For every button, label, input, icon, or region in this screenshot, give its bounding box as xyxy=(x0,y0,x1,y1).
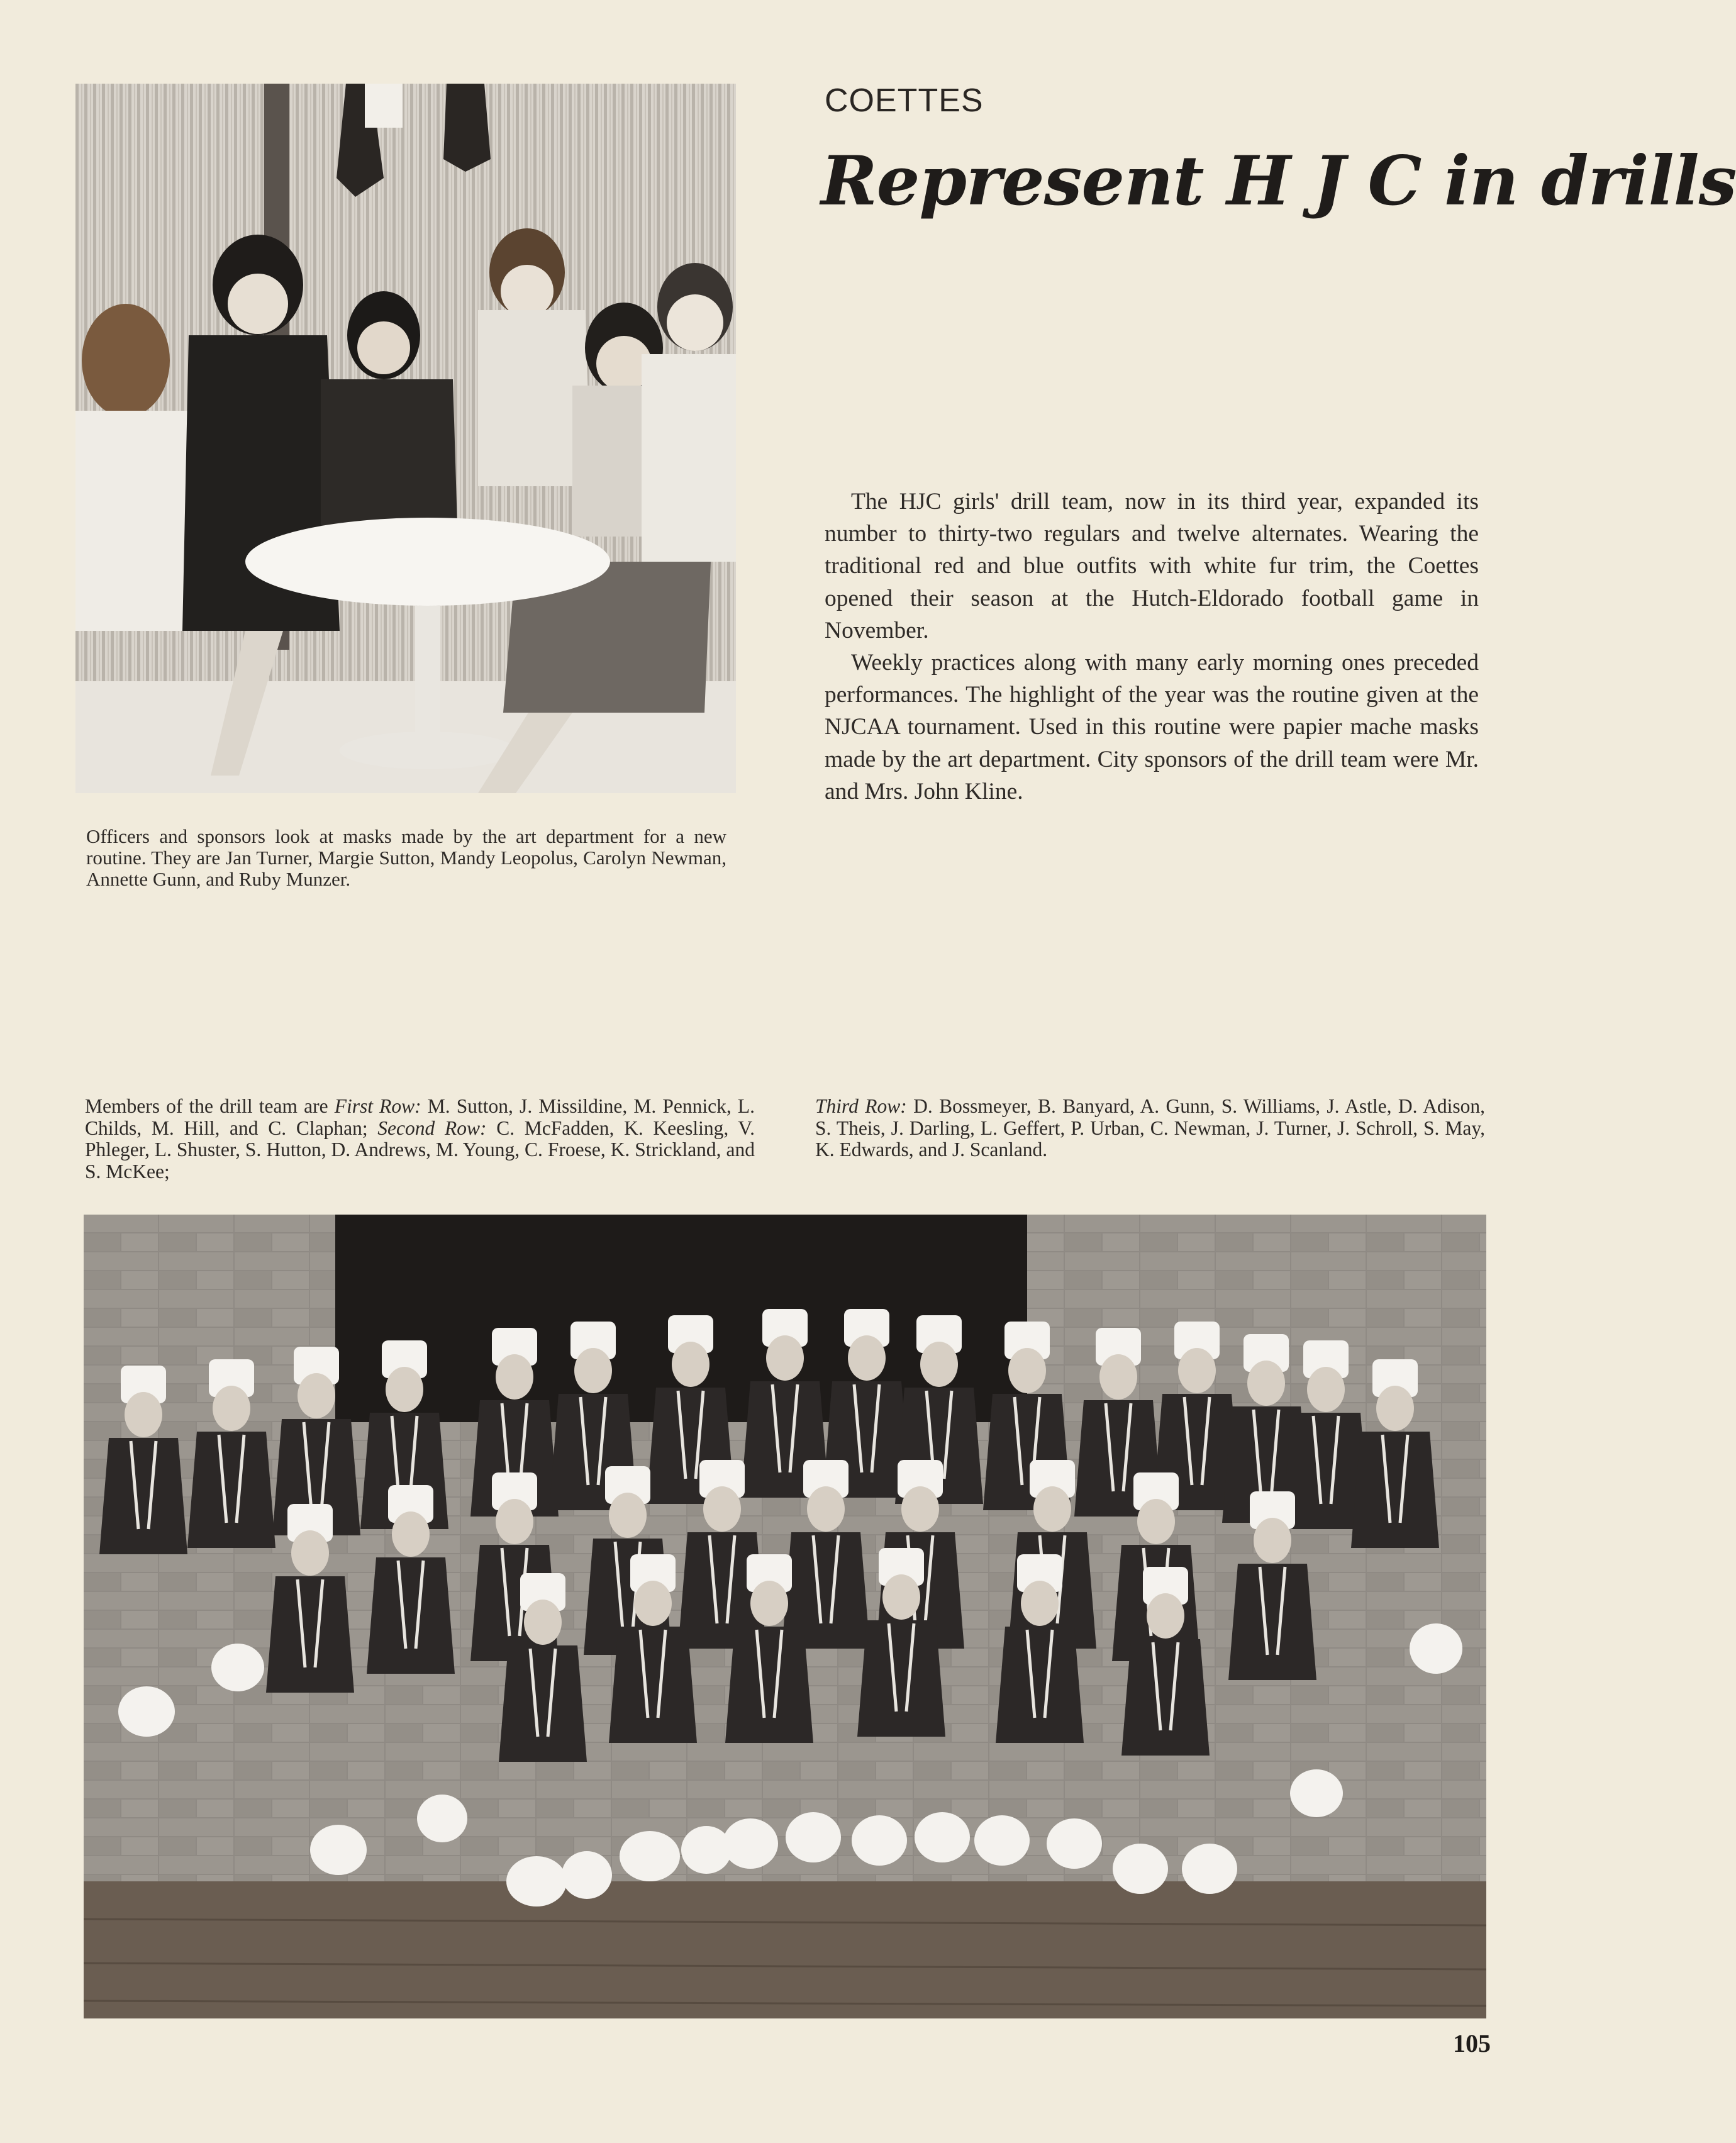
second-row-names: C. McFadden, K. Keesling, V. Phleger, L. Shuster, S. Hutton, D. Andrews, M. Young, C. Froese, K. Strickland, and S. McKee; xyxy=(85,1116,755,1183)
second-row-label: Second Row: xyxy=(377,1116,487,1139)
first-row-names: M. Sutton, J. Missildine, M. Pennick, L. Childs, M. Hill, and C. Claphan; xyxy=(85,1095,755,1139)
officers-photo-caption: Officers and sponsors look at masks made by the art department for a new routine. They are Jan Turner, Margie Sutton, Mandy Leopolus, Carolyn Newman, Annette Gunn, and Ruby Munzer. xyxy=(86,825,726,890)
members-caption-right xyxy=(815,1096,1485,1161)
page-headline: Represent H J C in drills xyxy=(821,142,1736,221)
article-paragraph: The HJC girls' drill team, now in its third year, expanded its number to thirty-two regulars and twelve alternates. Wearing the traditional red and blue outfits with white fur trim, the Coettes opened their season at the Hutch-Eldorado football game in November. xyxy=(825,489,1479,643)
article-paragraph: Weekly practices along with many early morning ones preceded performances. The highlight of the year was the routine given at the NJCAA tournament. Used in this routine were papier mache masks made by the art department. City sponsors of the drill team were Mr. and Mrs. John Kline. xyxy=(825,650,1479,804)
page-number: 105 xyxy=(1453,2029,1491,2057)
section-label: COETTES xyxy=(825,82,984,119)
members-intro: Members of the drill team are xyxy=(85,1095,328,1117)
officers-photo xyxy=(75,84,736,793)
first-row-label: First Row: xyxy=(334,1095,421,1117)
third-row-label: Third Row: xyxy=(815,1095,907,1117)
drill-team-photo xyxy=(84,1215,1486,2018)
third-row-names: D. Bossmeyer, B. Banyard, A. Gunn, S. Williams, J. Astle, D. Adison, S. Theis, J. Darling, L. Geffert, P. Urban, C. Newman, J. Turner, J. Schroll, S. May, K. Edwards, and J. Scanland. xyxy=(815,1095,1485,1161)
members-caption-left xyxy=(85,1096,755,1183)
article-body xyxy=(825,486,1479,808)
